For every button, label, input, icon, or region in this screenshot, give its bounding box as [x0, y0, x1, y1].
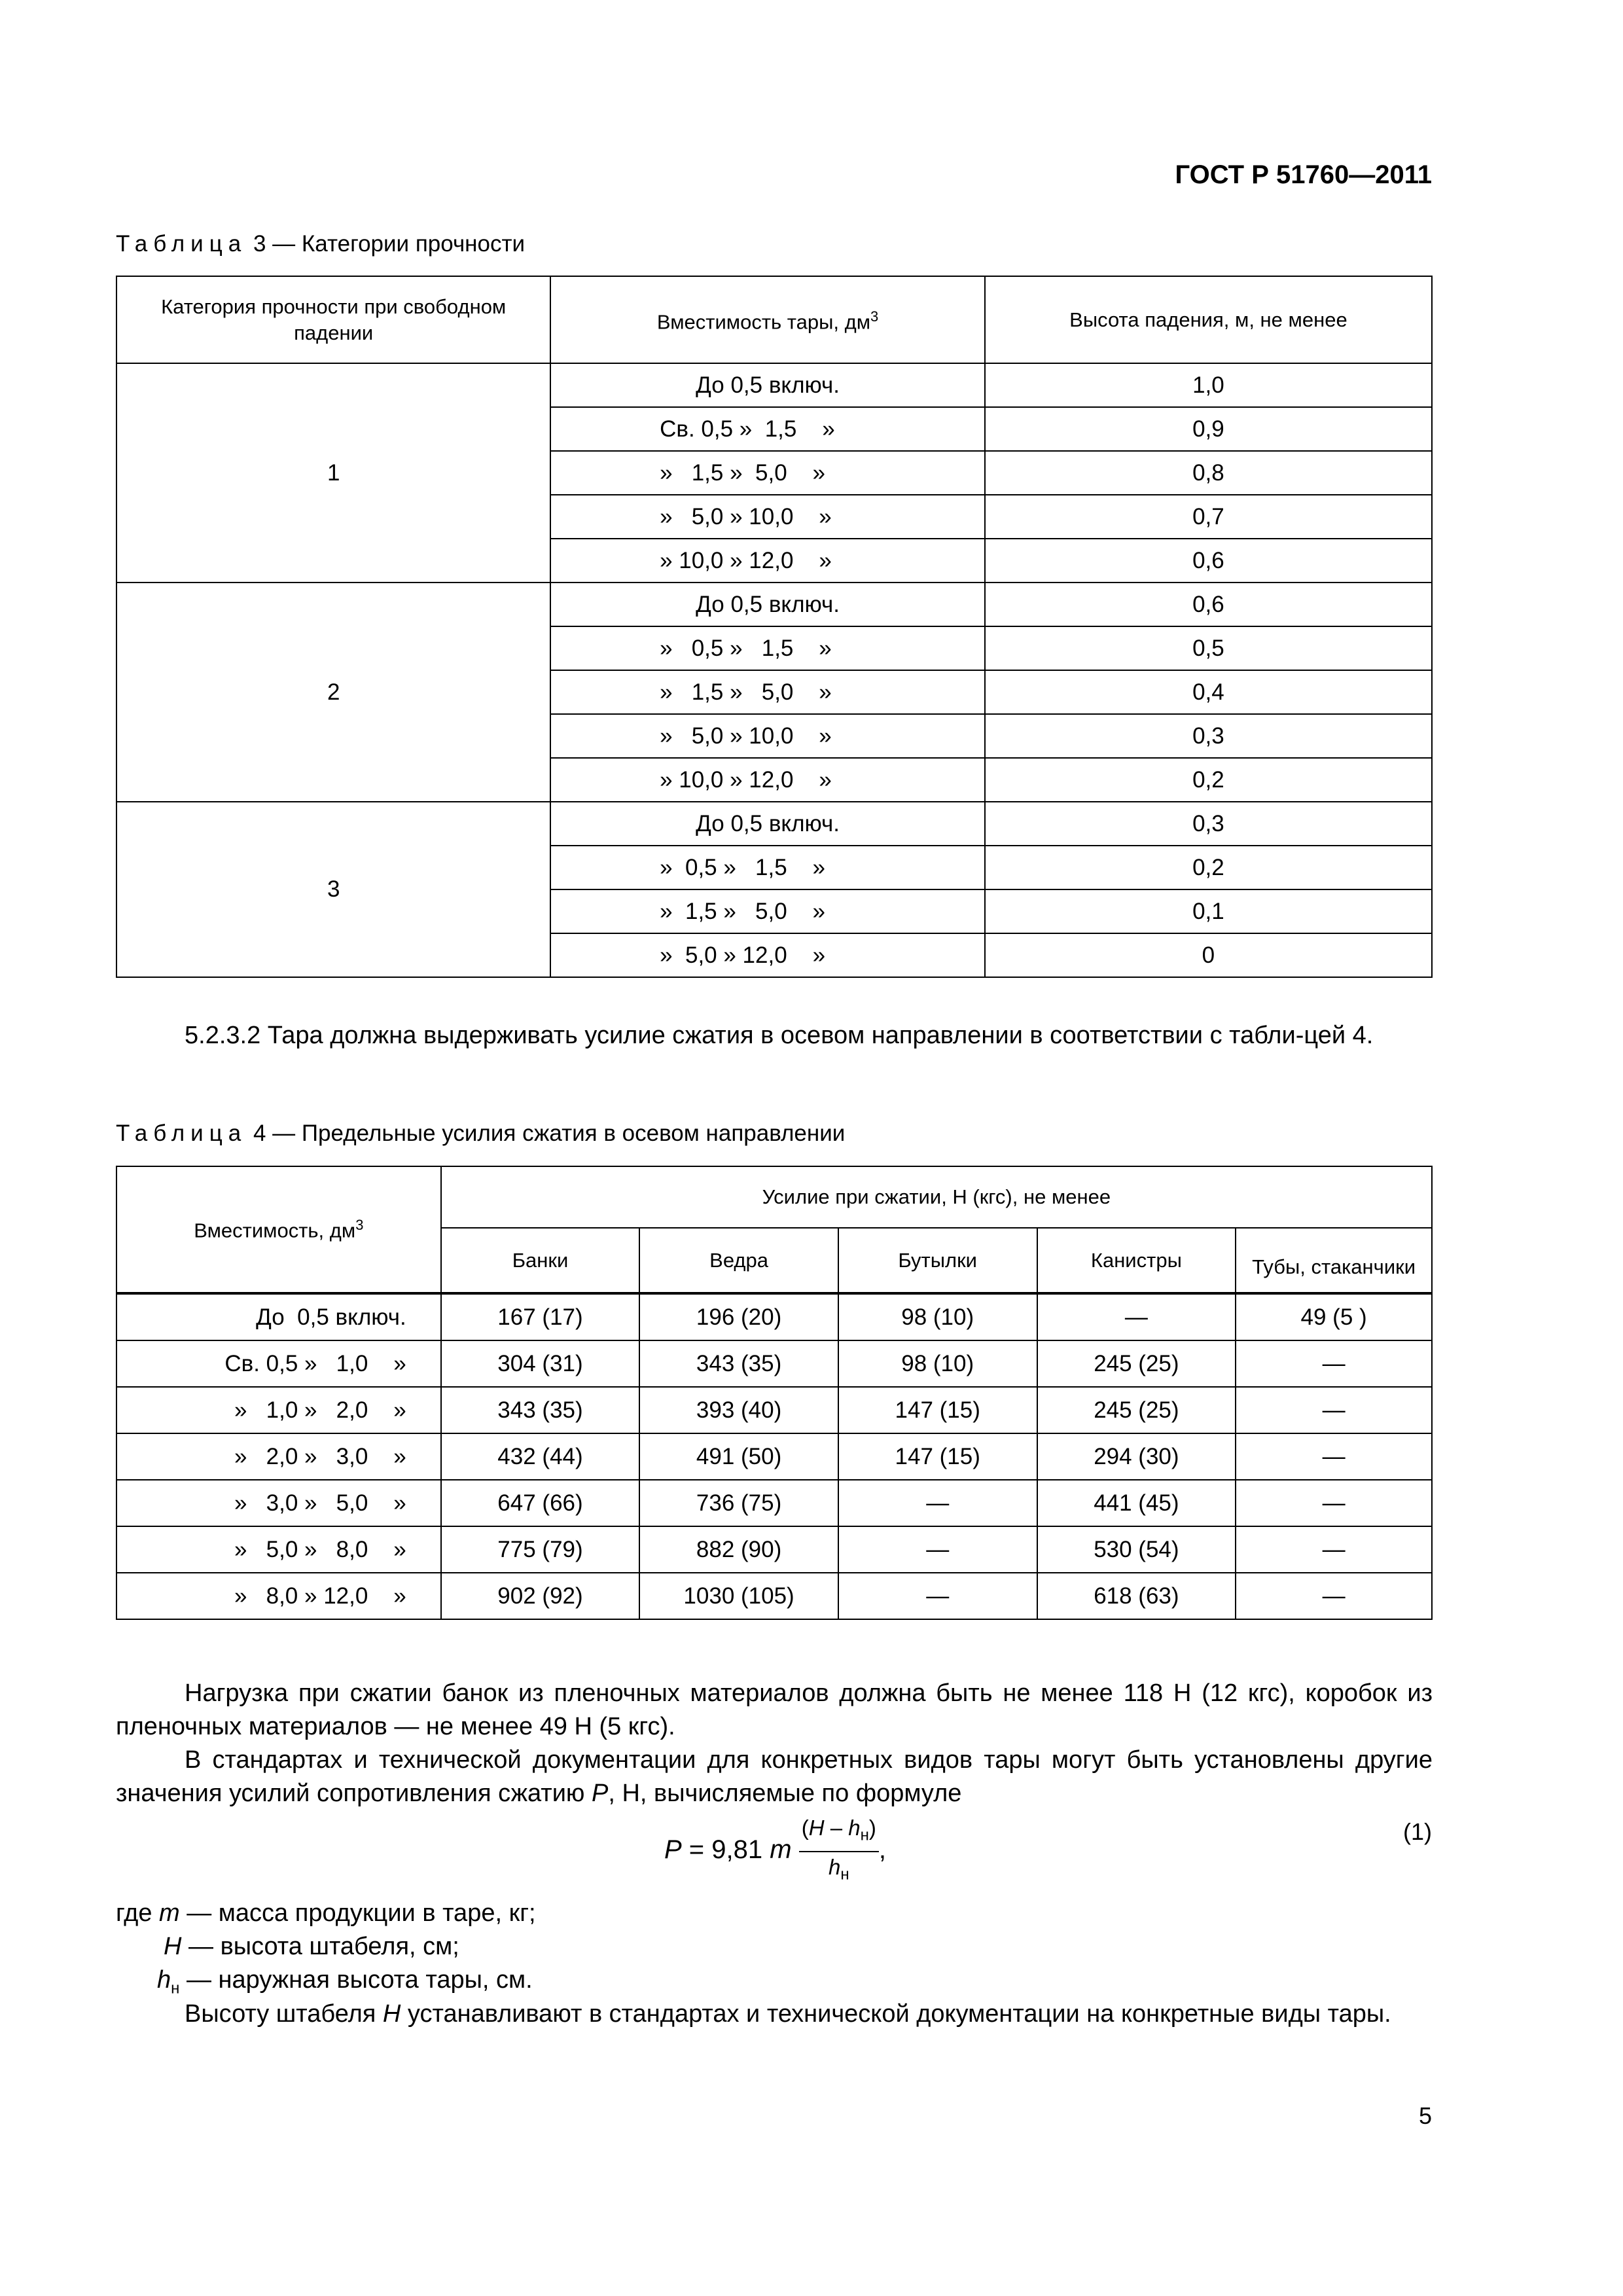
- table4-value-cell: 736 (75): [639, 1480, 838, 1526]
- table4-value-cell: 618 (63): [1037, 1573, 1236, 1619]
- table3-height-cell: 0,6: [985, 539, 1432, 583]
- where-line-hn: $h_н$ — наружная высота тары, см.: [157, 1966, 533, 1998]
- table4-header-force-group: Усилие при сжатии, Н (кгс), не менее: [441, 1166, 1432, 1228]
- table3-header-capacity: Вместимость тары, $дм^3$: [550, 276, 984, 363]
- table4-value-cell: 432 (44): [441, 1433, 640, 1480]
- table3-header-height: Высота падения, м, не менее: [985, 276, 1432, 363]
- table3-height-cell: 0,8: [985, 451, 1432, 495]
- table3-capacity-cell: До 0,5 включ.: [550, 802, 984, 846]
- table4-capacity-cell: » 3,0 » 5,0 »: [116, 1480, 441, 1526]
- paragraph-stack-height: Высоту штабеля H устанавливают в стандартах и технической документации на конкретные виды тары.: [185, 2000, 1391, 2028]
- table3-height-cell: 0: [985, 933, 1432, 977]
- table3-height-cell: 0,2: [985, 758, 1432, 802]
- table-row: [116, 583, 1432, 626]
- table4-value-cell: 147 (15): [838, 1433, 1037, 1480]
- table4-value-cell: 441 (45): [1037, 1480, 1236, 1526]
- table4-value-cell: —: [838, 1573, 1037, 1619]
- table4-value-cell: 882 (90): [639, 1526, 838, 1573]
- table3-caption-label: Таблица: [116, 231, 247, 257]
- table3-caption-number: 3: [253, 231, 266, 257]
- table4-value-cell: —: [1236, 1433, 1432, 1480]
- table4-value-cell: —: [1037, 1293, 1236, 1340]
- table3-capacity-cell: Св. 0,5 » 1,5 »: [550, 407, 984, 451]
- table3-capacity-cell: » 1,5 » 5,0 »: [550, 670, 984, 714]
- table3-category-cell: 1: [116, 363, 550, 583]
- table-row: [116, 1433, 1432, 1480]
- table4-capacity-cell: До 0,5 включ.: [116, 1293, 441, 1340]
- table-row: [116, 1340, 1432, 1387]
- table3-capacity-cell: » 1,5 » 5,0 »: [550, 889, 984, 933]
- table4-value-cell: 196 (20): [639, 1293, 838, 1340]
- table4-value-cell: 245 (25): [1037, 1340, 1236, 1387]
- table-row: [116, 802, 1432, 846]
- table3-caption-title: — Категории прочности: [272, 231, 526, 257]
- paragraph-standards: В стандартах и технической документации для конкретных видов тары могут быть установлены другие значения усилий сопротивления сжатию P, Н, вычисляемые по формуле: [116, 1746, 1433, 1807]
- table-row: [116, 1526, 1432, 1573]
- table4-value-cell: 775 (79): [441, 1526, 640, 1573]
- table4-header-column: Бутылки: [838, 1228, 1037, 1293]
- table-row: [116, 1293, 1432, 1340]
- table3-capacity-cell: До 0,5 включ.: [550, 363, 984, 407]
- table3-capacity-cell: » 10,0 » 12,0 »: [550, 758, 984, 802]
- table4-value-cell: 304 (31): [441, 1340, 640, 1387]
- table3-capacity-cell: До 0,5 включ.: [550, 583, 984, 626]
- table4-capacity-cell: » 8,0 » 12,0 »: [116, 1573, 441, 1619]
- table4-value-cell: 167 (17): [441, 1293, 640, 1340]
- table3-capacity-cell: » 5,0 » 10,0 »: [550, 495, 984, 539]
- table3-capacity-cell: » 1,5 » 5,0 »: [550, 451, 984, 495]
- table4-compression-limits: [116, 1166, 1433, 1620]
- table4-value-cell: 902 (92): [441, 1573, 640, 1619]
- table4-value-cell: —: [1236, 1340, 1432, 1387]
- formula-fraction: $\frac{(H - h_н)}{h_н}$: [799, 1813, 879, 1890]
- table3-caption: [116, 231, 525, 257]
- table4-header-column: Канистры: [1037, 1228, 1236, 1293]
- where-line-m: где m — масса продукции в таре, кг;: [116, 1899, 536, 1927]
- table3-header-category: Категория прочности при свободном падении: [116, 276, 550, 363]
- table4-value-cell: 343 (35): [441, 1387, 640, 1433]
- table3-height-cell: 1,0: [985, 363, 1432, 407]
- table4-value-cell: 530 (54): [1037, 1526, 1236, 1573]
- table4-value-cell: 1030 (105): [639, 1573, 838, 1619]
- table4-caption-label: Таблица: [116, 1121, 247, 1146]
- table4-value-cell: 647 (66): [441, 1480, 640, 1526]
- paragraph-load: Нагрузка при сжатии банок из пленочных материалов должна быть не менее 118 Н (12 кгс), коробок из пленочных материалов — не менее 49 Н (5 кгс).: [116, 1679, 1433, 1740]
- table4-capacity-cell: » 1,0 » 2,0 »: [116, 1387, 441, 1433]
- table4-value-cell: 343 (35): [639, 1340, 838, 1387]
- formula-number: (1): [1403, 1818, 1432, 1845]
- table4-value-cell: 98 (10): [838, 1293, 1037, 1340]
- table3-category-cell: 2: [116, 583, 550, 802]
- document-id: ГОСТ Р 51760—2011: [1175, 160, 1432, 189]
- table3-capacity-cell: » 0,5 » 1,5 »: [550, 846, 984, 889]
- table4-caption-number: 4: [253, 1121, 266, 1146]
- table3-strength-categories: [116, 276, 1433, 978]
- table4-value-cell: 98 (10): [838, 1340, 1037, 1387]
- table3-height-cell: 0,2: [985, 846, 1432, 889]
- table4-value-cell: —: [1236, 1387, 1432, 1433]
- table3-height-cell: 0,6: [985, 583, 1432, 626]
- table4-capacity-cell: » 5,0 » 8,0 »: [116, 1526, 441, 1573]
- table4-header-capacity: Вместимость, $дм^3$: [116, 1166, 441, 1293]
- formula-1: P = 9,81 m $\frac{(H - h_н)}{h_н}$ ,: [664, 1813, 886, 1890]
- table4-capacity-cell: Св. 0,5 » 1,0 »: [116, 1340, 441, 1387]
- table4-value-cell: —: [838, 1526, 1037, 1573]
- table3-height-cell: 0,7: [985, 495, 1432, 539]
- table4-value-cell: —: [1236, 1480, 1432, 1526]
- page-number: 5: [1418, 2102, 1432, 2129]
- table4-value-cell: 49 (5 ): [1236, 1293, 1432, 1340]
- table3-capacity-cell: » 10,0 » 12,0 »: [550, 539, 984, 583]
- table3-capacity-cell: » 0,5 » 1,5 »: [550, 626, 984, 670]
- table3-height-cell: 0,1: [985, 889, 1432, 933]
- table4-value-cell: —: [1236, 1573, 1432, 1619]
- table3-height-cell: 0,9: [985, 407, 1432, 451]
- where-line-h: H — высота штабеля, см;: [164, 1933, 459, 1960]
- table4-value-cell: 294 (30): [1037, 1433, 1236, 1480]
- table4-value-cell: 393 (40): [639, 1387, 838, 1433]
- paragraph-5-2-3-2: 5.2.3.2 Тара должна выдерживать усилие сжатия в осевом направлении в соответствии с табли-цей 4.: [185, 1022, 1374, 1049]
- table4-caption-title: — Предельные усилия сжатия в осевом направлении: [272, 1121, 846, 1146]
- table3-height-cell: 0,3: [985, 802, 1432, 846]
- table4-value-cell: —: [1236, 1526, 1432, 1573]
- table4-capacity-cell: » 2,0 » 3,0 »: [116, 1433, 441, 1480]
- table4-header-column: Банки: [441, 1228, 640, 1293]
- table-row: [116, 363, 1432, 407]
- table4-header-column: Ведра: [639, 1228, 838, 1293]
- table4-value-cell: 147 (15): [838, 1387, 1037, 1433]
- table3-height-cell: 0,5: [985, 626, 1432, 670]
- table4-value-cell: 491 (50): [639, 1433, 838, 1480]
- table4-value-cell: —: [838, 1480, 1037, 1526]
- table3-height-cell: 0,3: [985, 714, 1432, 758]
- table3-category-cell: 3: [116, 802, 550, 977]
- table-row: [116, 1573, 1432, 1619]
- table4-value-cell: 245 (25): [1037, 1387, 1236, 1433]
- table3-height-cell: 0,4: [985, 670, 1432, 714]
- table4-caption: [116, 1121, 845, 1147]
- table3-capacity-cell: » 5,0 » 12,0 »: [550, 933, 984, 977]
- table4-header-column: Тубы, стаканчики: [1236, 1228, 1432, 1293]
- table-row: [116, 1480, 1432, 1526]
- table-row: [116, 1387, 1432, 1433]
- table3-capacity-cell: » 5,0 » 10,0 »: [550, 714, 984, 758]
